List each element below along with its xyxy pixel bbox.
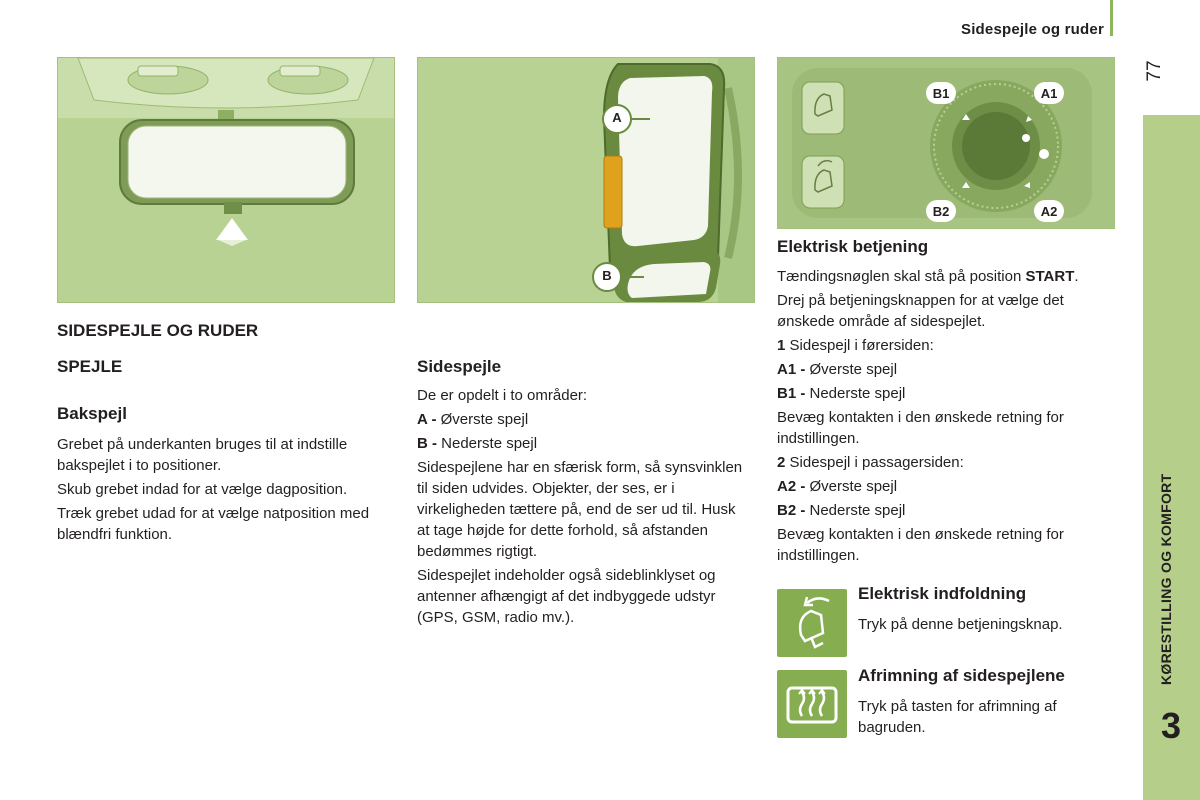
item-key: B1 - xyxy=(777,385,806,402)
rearview-paragraph: Grebet på underkanten bruges til at indstille bakspejlet i to positioner. xyxy=(57,436,348,474)
item-text: Øverste spejl xyxy=(805,478,898,495)
control-label-b1: B1 xyxy=(932,86,950,101)
chapter-side-band xyxy=(1143,115,1200,800)
defrost-heading: Afrimning af sidespejlene xyxy=(858,666,1065,685)
chapter-title: KØRESTILLING OG KOMFORT xyxy=(1158,473,1174,685)
item-text: Sidespejl i passagersiden: xyxy=(785,454,964,471)
fold-text: Tryk på denne betjeningsknap. xyxy=(858,616,1063,633)
item-text: Øverste spejl xyxy=(805,361,898,378)
sidemirror-item-b xyxy=(417,433,753,454)
section-title: SIDESPEJLE OG RUDER xyxy=(57,321,259,340)
mirror-label-a: A xyxy=(612,110,622,125)
fold-mirror-button-icon xyxy=(777,589,847,657)
defrost-section xyxy=(858,665,1128,741)
mirror-label-b: B xyxy=(602,268,612,283)
rearview-heading: Bakspejl xyxy=(57,404,127,423)
sidemirror-intro: De er opdelt i to områder: xyxy=(417,387,588,404)
item-text: Nederste spejl xyxy=(805,385,906,402)
group-driver xyxy=(777,335,1127,356)
fold-section xyxy=(858,583,1128,638)
turn-knob-text: Drej på betjeningsknappen for at vælge det ønskede område af sidespejlet. xyxy=(777,292,1064,330)
column-sidemirror xyxy=(417,356,753,631)
group-passenger xyxy=(777,452,1127,473)
control-label-a2: A2 xyxy=(1040,204,1058,219)
item-key: 2 xyxy=(777,454,786,471)
subsection-title: SPEJLE xyxy=(57,357,123,376)
rearview-paragraph: Skub grebet indad for at vælge dagposition. xyxy=(57,481,348,498)
item-key: B2 - xyxy=(777,502,806,519)
item-b2 xyxy=(777,500,1127,521)
item-key: A2 - xyxy=(777,478,806,495)
sidemirror-heading: Sidespejle xyxy=(417,357,502,376)
item-a1 xyxy=(777,359,1127,380)
move-switch-text: Bevæg kontakten i den ønskede retning for indstillingen. xyxy=(777,409,1064,447)
defrost-button-icon xyxy=(777,670,847,738)
column-electric-control xyxy=(777,236,1127,569)
mirror-control-illustration xyxy=(777,57,1115,229)
item-key: A - xyxy=(417,411,437,428)
running-header: Sidespejle og ruder xyxy=(960,21,1104,38)
mirror-control-drawing xyxy=(778,58,1114,228)
column-rearview xyxy=(57,320,393,548)
item-text: Sidespejl i førersiden: xyxy=(785,337,934,354)
item-b1 xyxy=(777,383,1127,404)
side-mirror-drawing xyxy=(418,58,754,302)
item-text: Nederste spejl xyxy=(805,502,906,519)
rearview-paragraph: Træk grebet udad for at vælge natposition med blændfri funktion. xyxy=(57,505,370,543)
control-label-a1: A1 xyxy=(1040,86,1058,101)
sidemirror-item-a xyxy=(417,409,753,430)
ignition-end: . xyxy=(1074,268,1079,285)
item-key: 1 xyxy=(777,337,786,354)
rearview-mirror-illustration xyxy=(57,57,395,303)
header-rule xyxy=(1110,0,1113,36)
item-a2 xyxy=(777,476,1127,497)
ignition-position: START xyxy=(1025,268,1075,285)
fold-heading: Elektrisk indfoldning xyxy=(858,584,1027,603)
item-key: A1 - xyxy=(777,361,806,378)
defrost-text: Tryk på tasten for afrimning af bagruden. xyxy=(858,698,1057,736)
rearview-mirror-drawing xyxy=(58,58,394,302)
item-text: Øverste spejl xyxy=(436,411,529,428)
electric-control-heading: Elektrisk betjening xyxy=(777,237,929,256)
move-switch-text: Bevæg kontakten i den ønskede retning for indstillingen. xyxy=(777,526,1064,564)
item-key: B - xyxy=(417,435,437,452)
control-label-b2: B2 xyxy=(932,204,950,219)
ignition-text: Tændingsnøglen skal stå på position xyxy=(777,268,1026,285)
sidemirror-paragraph: Sidespejlene har en sfærisk form, så synsvinklen til siden udvides. Objekter, der ses, er i virkeligheden tættere på, end de ser ud til. Husk at tage højde for dette forhold, så afstanden bedømmes rigtigt. xyxy=(417,459,743,560)
side-mirror-illustration xyxy=(417,57,755,303)
item-text: Nederste spejl xyxy=(437,435,538,452)
page-number: 77 xyxy=(1144,60,1165,82)
sidemirror-paragraph: Sidespejlet indeholder også sideblinklyset og antenner afhængigt af det indbyggede udstyr (GPS, GSM, radio mv.). xyxy=(417,567,716,626)
ignition-line xyxy=(777,266,1127,287)
chapter-number: 3 xyxy=(1160,705,1182,746)
